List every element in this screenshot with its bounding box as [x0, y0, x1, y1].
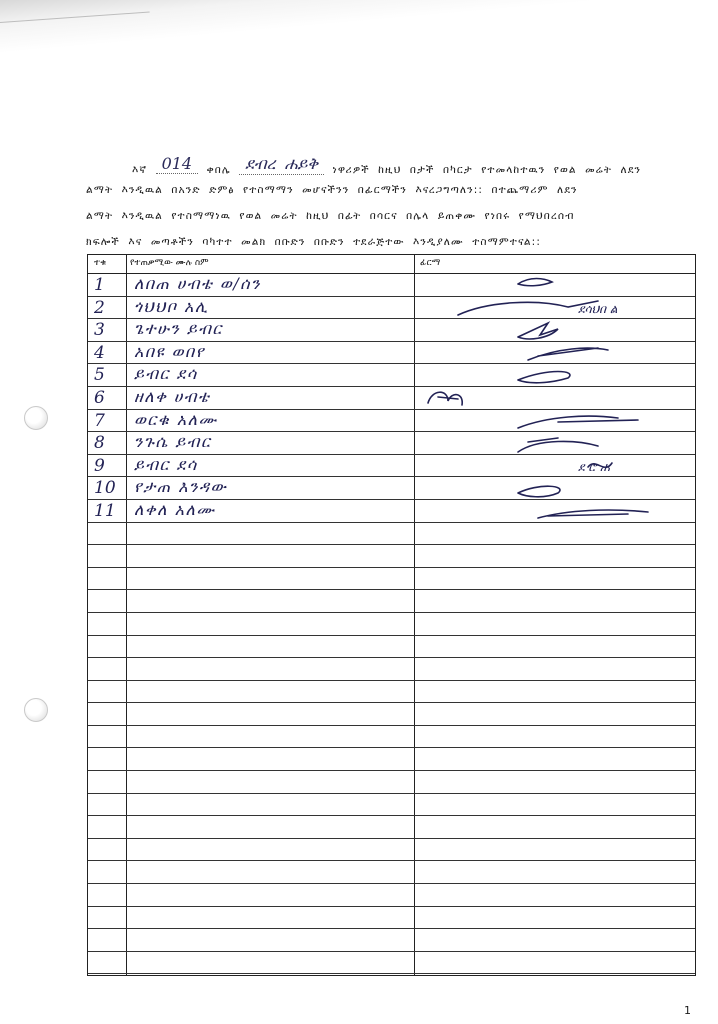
signature-stroke — [518, 372, 570, 383]
intro-text: እኛ — [132, 164, 148, 176]
table-row — [88, 884, 695, 907]
intro-text: ቀበሌ — [206, 164, 231, 176]
table-row — [88, 929, 695, 952]
signature-stroke — [538, 510, 648, 518]
table-row — [88, 771, 695, 794]
signature-stroke — [518, 323, 558, 339]
row-full-name: ለበጠ ሀብቴ ወ/ሰን — [134, 274, 261, 293]
row-number: 3 — [94, 320, 105, 341]
row-number: 8 — [94, 433, 105, 454]
signature-text: ደሳህበ ል — [578, 301, 618, 316]
handwritten-signature — [418, 496, 696, 526]
table-row — [88, 658, 695, 681]
row-full-name: ለቀለ አለሙ — [134, 499, 216, 519]
row-full-name: አበዩ ወበየ — [134, 341, 206, 361]
signature-stroke — [458, 301, 598, 315]
table-row — [88, 590, 695, 613]
table-row — [88, 794, 695, 817]
row-number: 7 — [94, 410, 105, 431]
intro-line-2: ልማት እንዲዉል በአንድ ድምፅ የተስማማን መሆናችንን በፊርማችን እናረጋግጣለን:: በተጨማሪም ለደን — [86, 184, 578, 196]
table-row — [88, 703, 695, 726]
table-row — [88, 613, 695, 636]
row-number: 11 — [94, 500, 116, 521]
table-row — [88, 523, 695, 546]
table-row — [88, 816, 695, 839]
row-number: 10 — [94, 478, 116, 499]
row-full-name: ይብር ደሳ — [134, 364, 198, 384]
table-row — [88, 545, 695, 568]
row-number: 2 — [94, 297, 105, 318]
intro-text: ነዋሪዎች ከዚህ በታች በካርታ የተመላከተዉን የወል መሬት ለደን — [332, 164, 642, 176]
header-signature: ፊርማ — [420, 258, 441, 268]
table-body — [88, 274, 695, 974]
punch-hole — [24, 698, 48, 722]
punch-hole — [24, 406, 48, 430]
page-top-edge — [0, 0, 718, 70]
signature-stroke — [428, 392, 462, 405]
row-full-name: ንጉሴ ይብር — [134, 432, 212, 452]
signature-text: ደ ሮ ሐ — [578, 459, 610, 474]
header-number: ተቁ — [94, 258, 107, 268]
table-row — [88, 748, 695, 771]
page-number: 1 — [684, 1004, 691, 1017]
header-full-name: የተጠቃሚው ሙሉ ስም — [130, 258, 209, 268]
table-row — [88, 952, 695, 975]
signature-stroke — [528, 348, 608, 360]
table-row — [88, 726, 695, 749]
kebele-number-handwritten: 014 — [156, 154, 199, 174]
row-full-name: ይብር ደሳ — [134, 454, 198, 474]
row-number: 5 — [94, 365, 105, 386]
table-row — [88, 839, 695, 862]
row-number: 6 — [94, 387, 105, 408]
row-full-name: ወርቁ አለሙ — [134, 409, 218, 429]
table-row — [88, 568, 695, 591]
table-row — [88, 636, 695, 659]
signature-stroke — [518, 416, 638, 428]
row-full-name: ጌተሁን ይብር — [134, 319, 223, 339]
row-number: 1 — [94, 275, 105, 295]
intro-line-4: ክፍሎች እና መጣቶችን ባካተተ መልክ በቡድን በቡድን ተደራጅተው እንዲያለሙ ተስማምተናል:: — [86, 236, 541, 248]
signature-table — [87, 254, 696, 976]
row-full-name: የታጠ እንዳው — [134, 477, 228, 497]
intro-line-3: ልማት እንዲዉል የተስማማነዉ የወል መሬት ከዚህ በፊት በሳርና በሌላ ይጠቀሙ የነበሩ የማህበረሰብ — [86, 210, 575, 222]
row-full-name: ዘለቀ ሀብቴ — [134, 386, 211, 406]
signature-stroke — [518, 279, 552, 286]
table-row — [88, 861, 695, 884]
table-row — [88, 500, 695, 523]
row-number: 9 — [94, 455, 105, 476]
row-full-name: ጎህህቦ አሊ — [134, 296, 209, 316]
table-row — [88, 681, 695, 704]
intro-line-1 — [132, 154, 642, 179]
row-number: 4 — [94, 342, 105, 363]
kebele-name-handwritten: ደብረ ሐይቅ — [239, 154, 324, 175]
table-row — [88, 907, 695, 930]
